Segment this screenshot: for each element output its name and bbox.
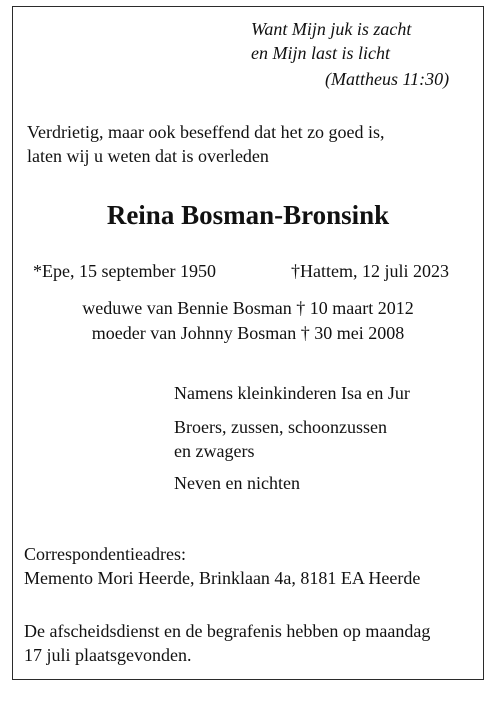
verse-reference: (Mattheus 11:30) (325, 69, 450, 89)
death-info: †Hattem, 12 juli 2023 (291, 261, 449, 281)
family-cousins: Neven en nichten (174, 473, 300, 493)
relation-widow: weduwe van Bennie Bosman † 10 maart 2012 (82, 298, 414, 318)
correspondence-address: Memento Mori Heerde, Brinklaan 4a, 8181 EA Heerde (24, 568, 421, 588)
service-line-1: De afscheidsdienst en de begrafenis hebben op maandag (24, 621, 431, 641)
intro-line-2: laten wij u weten dat is overleden (27, 146, 269, 166)
verse-line-2: en Mijn last is licht (251, 43, 390, 63)
relation-mother: moeder van Johnny Bosman † 30 mei 2008 (91, 323, 405, 343)
verse-line-1: Want Mijn juk is zacht (251, 19, 412, 39)
deceased-name: Reina Bosman-Bronsink (106, 200, 390, 230)
family-siblings-line-1: Broers, zussen, schoonzussen (174, 417, 387, 437)
service-line-2: 17 juli plaatsgevonden. (24, 645, 192, 665)
family-siblings-line-2: en zwagers (174, 441, 255, 461)
intro-line-1: Verdrietig, maar ook beseffend dat het zo goed is, (27, 122, 385, 142)
correspondence-label: Correspondentieadres: (24, 544, 186, 564)
family-grandchildren: Namens kleinkinderen Isa en Jur (174, 383, 410, 403)
birth-info: *Epe, 15 september 1950 (33, 261, 216, 281)
death-notice (12, 6, 484, 680)
